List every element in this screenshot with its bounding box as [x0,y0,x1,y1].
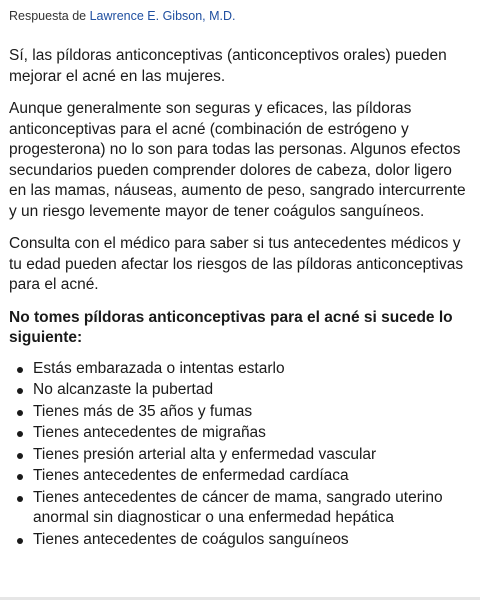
consult-doctor-paragraph: Consulta con el médico para saber si tus antecedentes médicos y tu edad pueden afectar los riesgos de las píldoras anticonceptivas para el acné. [9,235,464,293]
side-effects-paragraph: Aunque generalmente son seguras y eficaces, las píldoras anticonceptivas para el acné (combinación de estrógeno y progesterona) no lo son para todas las personas. Algunos efectos secundarios pueden comprender dolores de cabeza, dolor ligero en las mamas, náuseas, aumento de peso, sangrado intercurrente y un riesgo levemente mayor de tener coágulos sanguíneos. [9,100,466,220]
bullet-icon [17,496,23,502]
bullet-icon [17,538,23,544]
list-item-text: Tienes más de 35 años y fumas [33,402,253,420]
list-item-text: Tienes antecedentes de migrañas [33,424,266,441]
list-item [13,402,466,423]
list-item [13,423,466,444]
list-item [13,359,466,380]
list-item-text: Tienes antecedentes de coágulos sanguíneos [33,530,349,548]
list-item-text: Tienes presión arterial alta y enfermedad vascular [33,445,377,463]
list-item-text: Estás embarazada o intentas estarlo [33,359,285,377]
bullet-icon [17,431,23,437]
bullet-icon [17,367,23,373]
bullet-icon [17,453,23,459]
byline-prefix: Respuesta de [9,9,90,23]
list-item-text: No alcanzaste la pubertad [33,381,214,398]
byline [9,8,466,24]
list-item-text: Tienes antecedentes de cáncer de mama, sangrado uterino anormal sin diagnosticar o una enfermedad hepática [33,488,443,526]
list-item-text: Tienes antecedentes de enfermedad cardíaca [33,467,349,484]
list-item [13,445,466,466]
list-item [13,380,466,401]
list-item [13,530,466,551]
bullet-icon [17,388,23,394]
intro-paragraph: Sí, las píldoras anticonceptivas (anticonceptivos orales) pueden mejorar el acné en las mujeres. [9,47,447,85]
warning-heading: No tomes píldoras anticonceptivas para el acné si sucede lo siguiente: [9,308,453,346]
author-link[interactable]: Lawrence E. Gibson, M.D. [89,9,236,23]
list-item [13,488,466,529]
conditions-list [9,359,466,551]
bullet-icon [17,410,23,416]
list-item [13,466,466,487]
bullet-icon [17,474,23,480]
